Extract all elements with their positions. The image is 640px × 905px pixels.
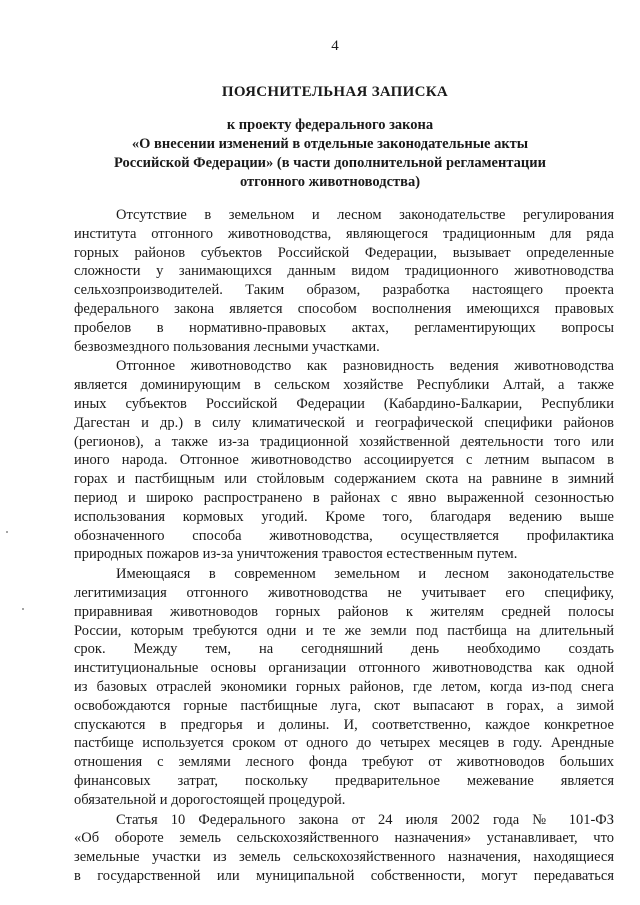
text-line: из базовых отраслей экономики горных районов, где летом, когда из-под снега (74, 678, 614, 695)
scan-speck (6, 531, 8, 533)
text-line: горных районов субъектов Российской Федерации, вызывает определенные (74, 244, 614, 261)
paragraph (74, 811, 614, 886)
document-subtitle (80, 116, 580, 192)
paragraph (74, 357, 614, 564)
paragraph (74, 206, 614, 356)
text-line: спускаются в предгорья и долины. И, соответственно, каждое конкретное (74, 716, 614, 733)
text-line: Отсутствие в земельном и лесном законодательстве регулирования (116, 207, 614, 223)
text-line: природных пожаров из-за уничтожения травостоя естественным путем. (74, 546, 518, 563)
text-line: Отгонное животноводство как разновидность ведения животноводства (116, 358, 614, 375)
text-line: освобождаются горные пастбищные луга, скот выпасают в горах, а зимой (74, 697, 614, 714)
text-line: отношения с землями лесного фонда требуют от животноводов больших (74, 754, 614, 771)
text-line: сельхозпроизводителей. Таким образом, разработка настоящего проекта (74, 282, 614, 299)
text-line: является доминирующим в сельском хозяйстве Республики Алтай, а также (74, 377, 614, 394)
text-line: земельные участки из земель сельскохозяйственного назначения, находящиеся (74, 849, 614, 866)
document-title: ПОЯСНИТЕЛЬНАЯ ЗАПИСКА (221, 84, 449, 100)
text-line: иных субъектов Российской Федерации (Кабардино-Балкарии, Республики (74, 395, 614, 412)
text-line: пастбище используется сроком от одного до четырех месяцев в году. Арендные (74, 735, 614, 752)
subtitle-line: к проекту федерального закона (226, 117, 434, 133)
page-number: 4 (331, 38, 339, 54)
text-line: (регионов), а также из-за традиционной хозяйственной деятельности того или (74, 433, 614, 450)
paragraph (74, 565, 614, 809)
text-line: России, которым требуются одни и те же земли под пастбища на длительный (74, 622, 614, 639)
text-line: срок. Между тем, на сегодняшний день необходимо создать (74, 641, 614, 658)
text-line: горах и пастбищным или стойловым содержанием скота на равнине в зимний (74, 471, 614, 488)
text-line: федерального закона является способом восполнения имеющихся правовых (74, 300, 614, 317)
text-line: в государственной или муниципальной собственности, могут передаваться (74, 867, 614, 884)
subtitle-line: «О внесении изменений в отдельные законодательные акты (131, 136, 529, 152)
text-line: безвозмездного пользования лесными участками. (74, 338, 380, 355)
text-line: обязательной и дорогостоящей процедурой. (74, 791, 346, 808)
text-line: иного народа. Отгонное животноводство ассоциируется с летним выпасом в (74, 452, 614, 469)
text-line: период и широко распространено в районах с явно выраженной сезонностью (74, 489, 614, 506)
text-line: обозначенного способа животноводства, осуществляется профилактика (74, 527, 614, 544)
text-line: финансовых затрат, поскольку предварительное межевание является (74, 772, 614, 789)
text-line: сложности у занимающихся данным видом традиционного животноводства (74, 263, 614, 280)
subtitle-line: отгонного животноводства) (239, 174, 421, 190)
text-line: Статья 10 Федерального закона от 24 июля 2002 года № 101-ФЗ (116, 811, 614, 828)
text-line: легитимизация отгонного животноводства не учитывает его специфику, (74, 584, 614, 601)
text-line: Дагестан и др.) в силу климатической и географической специфики районов (74, 414, 614, 431)
text-line: приравнивая животноводов горных районов к жителям средней полосы (74, 603, 614, 620)
scan-speck (22, 608, 24, 610)
text-line: Имеющаяся в современном земельном и лесном законодательстве (116, 566, 614, 583)
text-line: института отгонного животноводства, являющегося традиционным для ряда (74, 225, 614, 242)
text-line: пробелов в нормативно-правовых актах, регламентирующих вопросы (74, 319, 614, 336)
text-line: институциональные основы организации отгонного животноводства как одной (74, 660, 614, 677)
subtitle-line: Российской Федерации» (в части дополнительной регламентации (114, 155, 546, 171)
text-line: использования кормовых угодий. Кроме того, благодаря ведению выше (74, 508, 614, 525)
text-line: «Об обороте земель сельскохозяйственного назначения» устанавливает, что (74, 830, 614, 847)
body-text (74, 206, 614, 886)
